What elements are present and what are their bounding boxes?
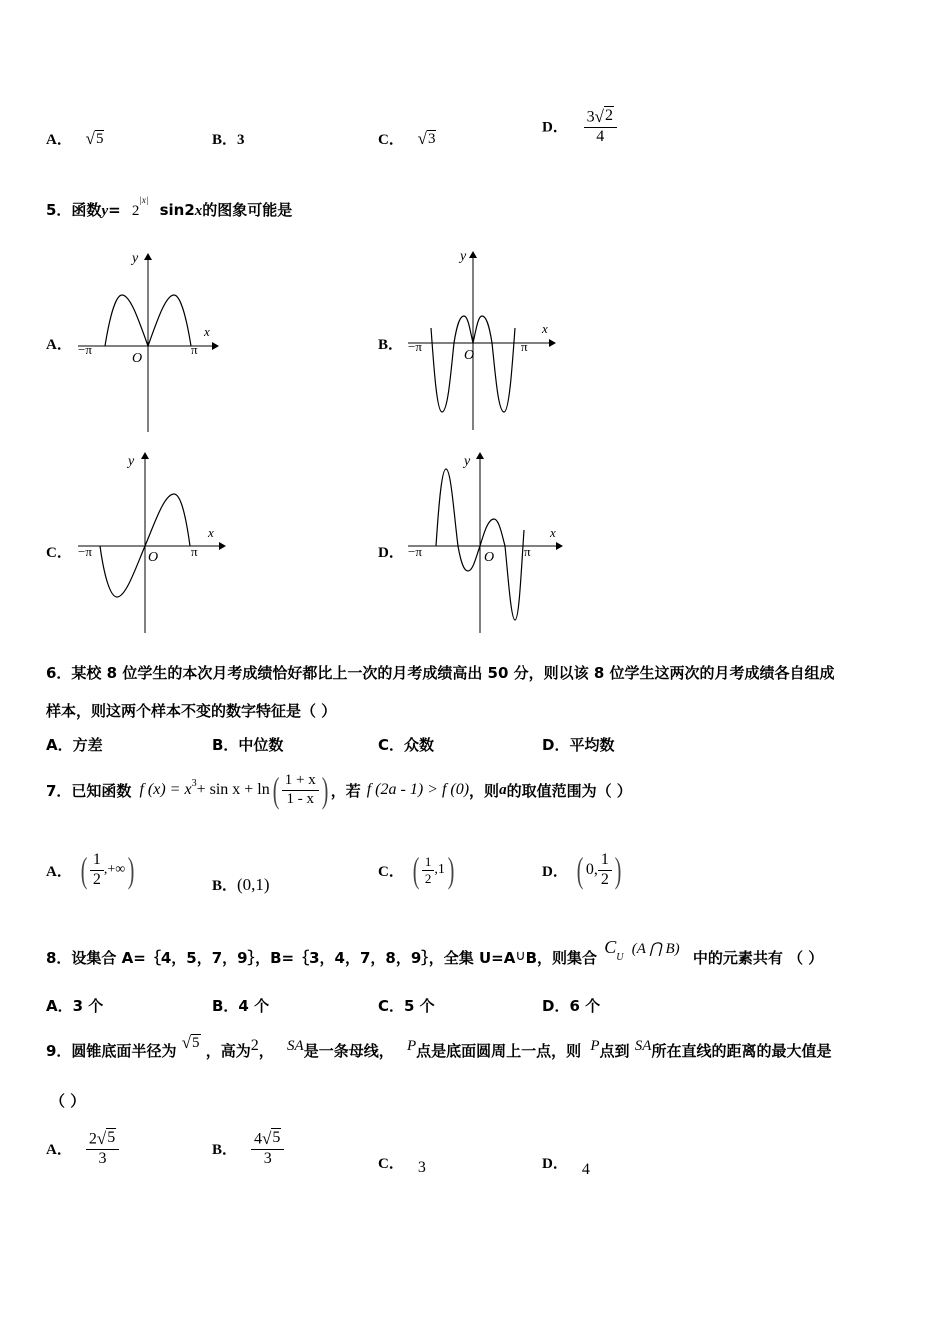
- q9-stem: 9．圆锥底面半径为 √ 5 ，高为2， SA是一条母线， P点是底面圆周上一点，则 P点到 SA所在直线的距离的最大值是: [46, 1033, 832, 1060]
- graph-c: [70, 445, 240, 640]
- q4-option-c: C． √ 3: [378, 129, 436, 148]
- q7-option-a: A． ( $\frac{1}{2}$ ,+∞ ): [46, 850, 135, 891]
- q4-option-a: A． √ 5: [46, 129, 104, 148]
- neg-pi-label: −π: [78, 342, 92, 357]
- y-label: y: [132, 251, 139, 266]
- q9-option-b: B． 4 √ 5 3: [212, 1128, 284, 1168]
- q7-option-c: C． ( $\frac{1}{2}$ ,1 ): [378, 850, 455, 890]
- x-label: x: [204, 324, 210, 339]
- q8-option-d: D．6 个: [542, 997, 601, 1015]
- q9-answer-paren: （ ）: [50, 1092, 86, 1110]
- y-label: y: [128, 454, 135, 469]
- q8-option-c: C．5 个: [378, 997, 435, 1015]
- q9-option-c: C． 3: [378, 1156, 426, 1176]
- pi-label: π: [191, 342, 198, 357]
- q4-option-b: B．3: [212, 132, 245, 148]
- q5-option-a-label: A．: [46, 337, 72, 353]
- y-label: y: [464, 454, 471, 469]
- q9-option-d: D． 4: [542, 1156, 590, 1178]
- pi-label: π: [521, 339, 528, 354]
- origin-label: O: [132, 351, 143, 366]
- x-label: x: [550, 525, 556, 540]
- q5-option-d-label: D．: [378, 545, 404, 561]
- q8-stem: 8．设集合 A=｛4，5，7，9｝，B=｛3，4，7，8，9｝，全集 U=A∪B，则集合 $C_U$ (A ⋂ B) 中的元素共有 （ ）: [46, 937, 824, 967]
- q6-option-c: C．众数: [378, 736, 435, 754]
- q6-stem-line1: 6．某校 8 位学生的本次月考成绩恰好都比上一次的月考成绩高出 50 分，则以该 8 位学生这两次的月考成绩各自组成: [46, 664, 835, 682]
- q6-option-a: A．方差: [46, 736, 103, 754]
- neg-pi-label: −π: [78, 544, 92, 559]
- graph-b: [400, 240, 570, 440]
- q5-stem: 5．函数$y= 2^{|x|}$ sin2x的图象可能是: [46, 195, 293, 219]
- q5-option-c-label: C．: [46, 545, 72, 561]
- origin-label: O: [148, 550, 159, 565]
- q7-option-b: B．(0,1): [212, 875, 270, 894]
- q6-option-d: D．平均数: [542, 736, 615, 754]
- q6-option-b: B．中位数: [212, 736, 284, 754]
- origin-label: O: [484, 550, 495, 565]
- graph-a: [70, 240, 230, 440]
- q7-stem: 7．已知函数 f (x) = x $^3$ + sin x + ln ( $\frac{1 + x}{1 - x}$ ) ，若 f (2a - 1) > f (0) ，则 a 的取值范围为（ ）: [46, 770, 632, 810]
- x-label: x: [208, 525, 214, 540]
- pi-label: π: [524, 544, 531, 559]
- q7-option-d: D． ( 0, $\frac{1}{2}$ ): [542, 850, 622, 891]
- neg-pi-label: −π: [408, 544, 422, 559]
- neg-pi-label: −π: [408, 339, 422, 354]
- q8-option-a: A．3 个: [46, 997, 104, 1015]
- q8-option-b: B．4 个: [212, 997, 270, 1015]
- q9-option-a: A． 2 √ 5 3: [46, 1128, 119, 1168]
- origin-label: O: [464, 348, 475, 363]
- graph-d: [400, 445, 575, 640]
- q5-option-b-label: B．: [378, 337, 404, 353]
- pi-label: π: [191, 544, 198, 559]
- q6-stem-line2: 样本，则这两个样本不变的数字特征是（ ）: [46, 702, 337, 720]
- q4-option-d: D． 3 √ 2 4: [542, 106, 617, 146]
- x-label: x: [542, 321, 548, 336]
- y-label: y: [460, 249, 467, 264]
